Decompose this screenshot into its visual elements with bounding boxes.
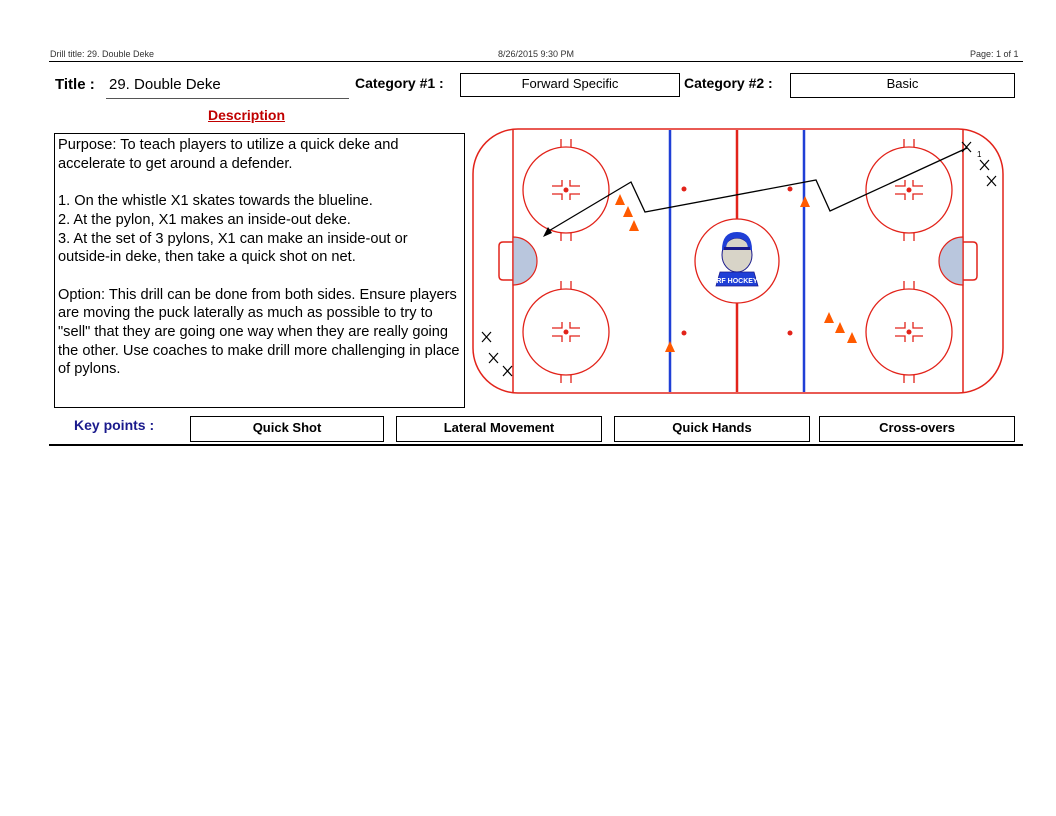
rink-diagram <box>470 126 1006 396</box>
player-x1-subscript: 1 <box>977 150 982 159</box>
header-page-number: Page: 1 of 1 <box>970 49 1019 59</box>
category1-field[interactable]: Forward Specific <box>460 73 680 97</box>
key-point-quick-hands[interactable]: Quick Hands <box>614 416 810 442</box>
description-purpose: Purpose: To teach players to utilize a quick deke and accelerate to get around a defender. <box>58 137 399 172</box>
header-date: 8/26/2015 9:30 PM <box>498 49 575 59</box>
logo-text: RF HOCKEY <box>716 278 758 285</box>
header-drill-title: Drill title: 29. Double Deke <box>50 49 155 59</box>
faceoff-dot-left-bottom <box>564 330 569 335</box>
key-point-cross-overs[interactable]: Cross-overs <box>819 416 1015 442</box>
category2-label: Category #2 : <box>684 75 773 91</box>
category1-label: Category #1 : <box>355 75 444 91</box>
key-point-lateral-movement[interactable]: Lateral Movement <box>396 416 602 442</box>
description-step-2: 2. At the pylon, X1 makes an inside-out deke. <box>58 211 351 228</box>
key-points-label: Key points : <box>74 417 155 433</box>
category2-field[interactable]: Basic <box>790 73 1015 98</box>
faceoff-dot-right-bottom <box>907 330 912 335</box>
footer-rule <box>49 444 1023 446</box>
description-step-3: 3. At the set of 3 pylons, X1 can make an inside-out or outside-in deke, then take a quick shot on net. <box>58 230 408 266</box>
neutral-dot-2 <box>682 331 687 336</box>
title-label: Title : <box>55 76 95 93</box>
neutral-dot-1 <box>682 187 687 192</box>
faceoff-dot-left-top <box>564 188 569 193</box>
description-step-1: 1. On the whistle X1 skates towards the blueline. <box>58 193 373 210</box>
key-point-quick-shot[interactable]: Quick Shot <box>190 416 384 442</box>
header-rule <box>49 61 1023 62</box>
description-heading: Description <box>208 107 286 123</box>
title-field[interactable]: 29. Double Deke <box>106 76 349 99</box>
description-option: Option: This drill can be done from both sides. Ensure players are moving the puck laterally as much as possible to try to "sell" that they are going one way when they are really going the other. Use coaches to make drill more challenging in place of pylons. <box>58 286 460 378</box>
neutral-dot-3 <box>788 187 793 192</box>
faceoff-dot-right-top <box>907 188 912 193</box>
neutral-dot-4 <box>788 331 793 336</box>
description-box <box>54 133 465 408</box>
